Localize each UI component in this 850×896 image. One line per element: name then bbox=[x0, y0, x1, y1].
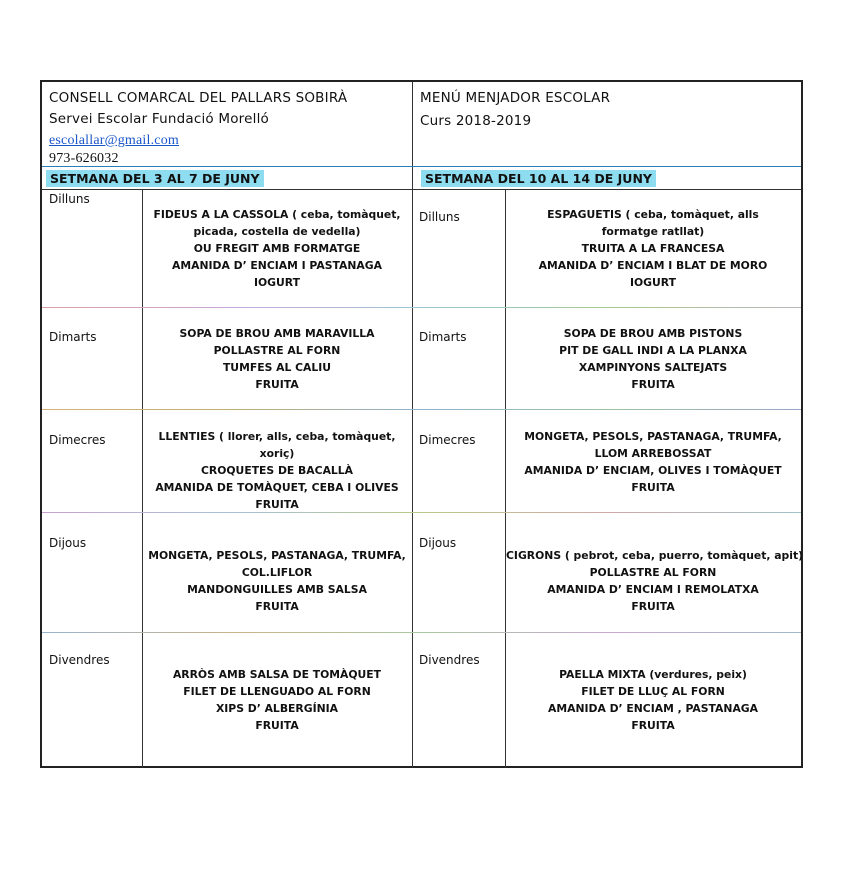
divider-row-2 bbox=[42, 409, 801, 410]
menu-line: xoriç) bbox=[259, 447, 295, 460]
council-title: CONSELL COMARCAL DEL PALLARS SOBIRÀ bbox=[49, 90, 348, 106]
week-1-day-friday: Divendres bbox=[49, 653, 110, 667]
divider-header bbox=[42, 166, 801, 167]
week-1-thursday-menu bbox=[143, 547, 411, 615]
week-1-label: SETMANA DEL 3 AL 7 DE JUNY bbox=[46, 170, 264, 187]
divider-col-middle bbox=[412, 82, 413, 768]
week-1-day-tuesday: Dimarts bbox=[49, 330, 97, 344]
menu-line: FRUITA bbox=[255, 600, 299, 613]
menu-title: MENÚ MENJADOR ESCOLAR bbox=[420, 90, 611, 106]
week-1-wednesday-menu bbox=[143, 428, 411, 513]
menu-line: FILET DE LLUÇ AL FORN bbox=[581, 685, 725, 698]
menu-line: FRUITA bbox=[631, 481, 675, 494]
menu-line: POLLASTRE AL FORN bbox=[589, 566, 717, 579]
menu-line: TRUITA A LA FRANCESA bbox=[581, 242, 725, 255]
phone-number: 973-626032 bbox=[49, 151, 119, 166]
menu-line: PAELLA MIXTA (verdures, peix) bbox=[559, 668, 747, 681]
email-link[interactable]: escolallar@gmail.com bbox=[49, 133, 180, 148]
week-2-tuesday-menu bbox=[506, 325, 800, 393]
school-year: Curs 2018-2019 bbox=[420, 113, 532, 129]
menu-line: FRUITA bbox=[631, 719, 675, 732]
menu-line: CIGRONS ( pebrot, ceba, puerro, tomàquet, apit) bbox=[506, 549, 804, 562]
menu-line: LLENTIES ( llorer, alls, ceba, tomàquet, bbox=[158, 430, 396, 443]
menu-line: FRUITA bbox=[631, 378, 675, 391]
week-1-monday-menu bbox=[143, 206, 411, 291]
menu-line: FRUITA bbox=[255, 378, 299, 391]
menu-line: FRUITA bbox=[631, 600, 675, 613]
divider-row-4 bbox=[42, 632, 801, 633]
menu-line: FIDEUS A LA CASSOLA ( ceba, tomàquet, bbox=[153, 208, 401, 221]
week-2-day-monday: Dilluns bbox=[419, 210, 460, 224]
week-2-day-tuesday: Dimarts bbox=[419, 330, 467, 344]
week-2-day-wednesday: Dimecres bbox=[419, 433, 476, 447]
service-subtitle: Servei Escolar Fundació Morelló bbox=[49, 111, 270, 127]
divider-week-label bbox=[42, 189, 801, 190]
menu-line: AMANIDA D’ ENCIAM, OLIVES I TOMÀQUET bbox=[524, 464, 782, 477]
menu-line: PIT DE GALL INDI A LA PLANXA bbox=[559, 344, 747, 357]
menu-line: TUMFES AL CALIU bbox=[222, 361, 332, 374]
menu-line: ARRÒS AMB SALSA DE TOMÀQUET bbox=[172, 668, 382, 681]
menu-line: AMANIDA DE TOMÀQUET, CEBA I OLIVES bbox=[155, 481, 399, 494]
week-2-day-friday: Divendres bbox=[419, 653, 480, 667]
week-1-friday-menu bbox=[143, 666, 411, 734]
menu-line: FRUITA bbox=[255, 719, 299, 732]
menu-line: LLOM ARREBOSSAT bbox=[594, 447, 712, 460]
divider-row-1 bbox=[42, 307, 801, 308]
week-2-label: SETMANA DEL 10 AL 14 DE JUNY bbox=[421, 170, 656, 187]
menu-line: AMANIDA D’ ENCIAM I BLAT DE MORO bbox=[538, 259, 768, 272]
week-2-thursday-menu bbox=[506, 547, 804, 615]
week-2-friday-menu bbox=[506, 666, 800, 734]
menu-line: FILET DE LLENGUADO AL FORN bbox=[183, 685, 371, 698]
menu-line: picada, costella de vedella) bbox=[193, 225, 361, 238]
menu-line: OU FREGIT AMB FORMATGE bbox=[193, 242, 361, 255]
menu-document bbox=[40, 80, 803, 768]
menu-line: SOPA DE BROU AMB PISTONS bbox=[563, 327, 743, 340]
menu-line: CROQUETES DE BACALLÀ bbox=[200, 464, 354, 477]
menu-line: COL.LIFLOR bbox=[241, 566, 313, 579]
menu-line: formatge ratllat) bbox=[601, 225, 705, 238]
week-1-day-thursday: Dijous bbox=[49, 536, 87, 550]
week-2-monday-menu bbox=[506, 206, 800, 291]
menu-line: XAMPINYONS SALTEJATS bbox=[578, 361, 728, 374]
menu-line: SOPA DE BROU AMB MARAVILLA bbox=[179, 327, 375, 340]
week-1-day-monday: Dilluns bbox=[49, 192, 90, 206]
week-1-day-wednesday: Dimecres bbox=[49, 433, 106, 447]
week-1-tuesday-menu bbox=[143, 325, 411, 393]
menu-line: AMANIDA D’ ENCIAM , PASTANAGA bbox=[547, 702, 759, 715]
week-2-wednesday-menu bbox=[506, 428, 800, 496]
menu-line: ESPAGUETIS ( ceba, tomàquet, alls bbox=[547, 208, 759, 221]
menu-line: IOGURT bbox=[629, 276, 677, 289]
menu-line: MONGETA, PESOLS, PASTANAGA, TRUMFA, bbox=[148, 549, 406, 562]
menu-line: AMANIDA D’ ENCIAM I REMOLATXA bbox=[547, 583, 759, 596]
menu-line: AMANIDA D’ ENCIAM I PASTANAGA bbox=[172, 259, 382, 272]
menu-line: XIPS D’ ALBERGÍNIA bbox=[215, 702, 339, 715]
menu-line: MONGETA, PESOLS, PASTANAGA, TRUMFA, bbox=[524, 430, 782, 443]
week-2-day-thursday: Dijous bbox=[419, 536, 457, 550]
menu-line: POLLASTRE AL FORN bbox=[213, 344, 341, 357]
menu-line: FRUITA bbox=[255, 498, 299, 511]
menu-line: IOGURT bbox=[253, 276, 301, 289]
menu-line: MANDONGUILLES AMB SALSA bbox=[187, 583, 367, 596]
